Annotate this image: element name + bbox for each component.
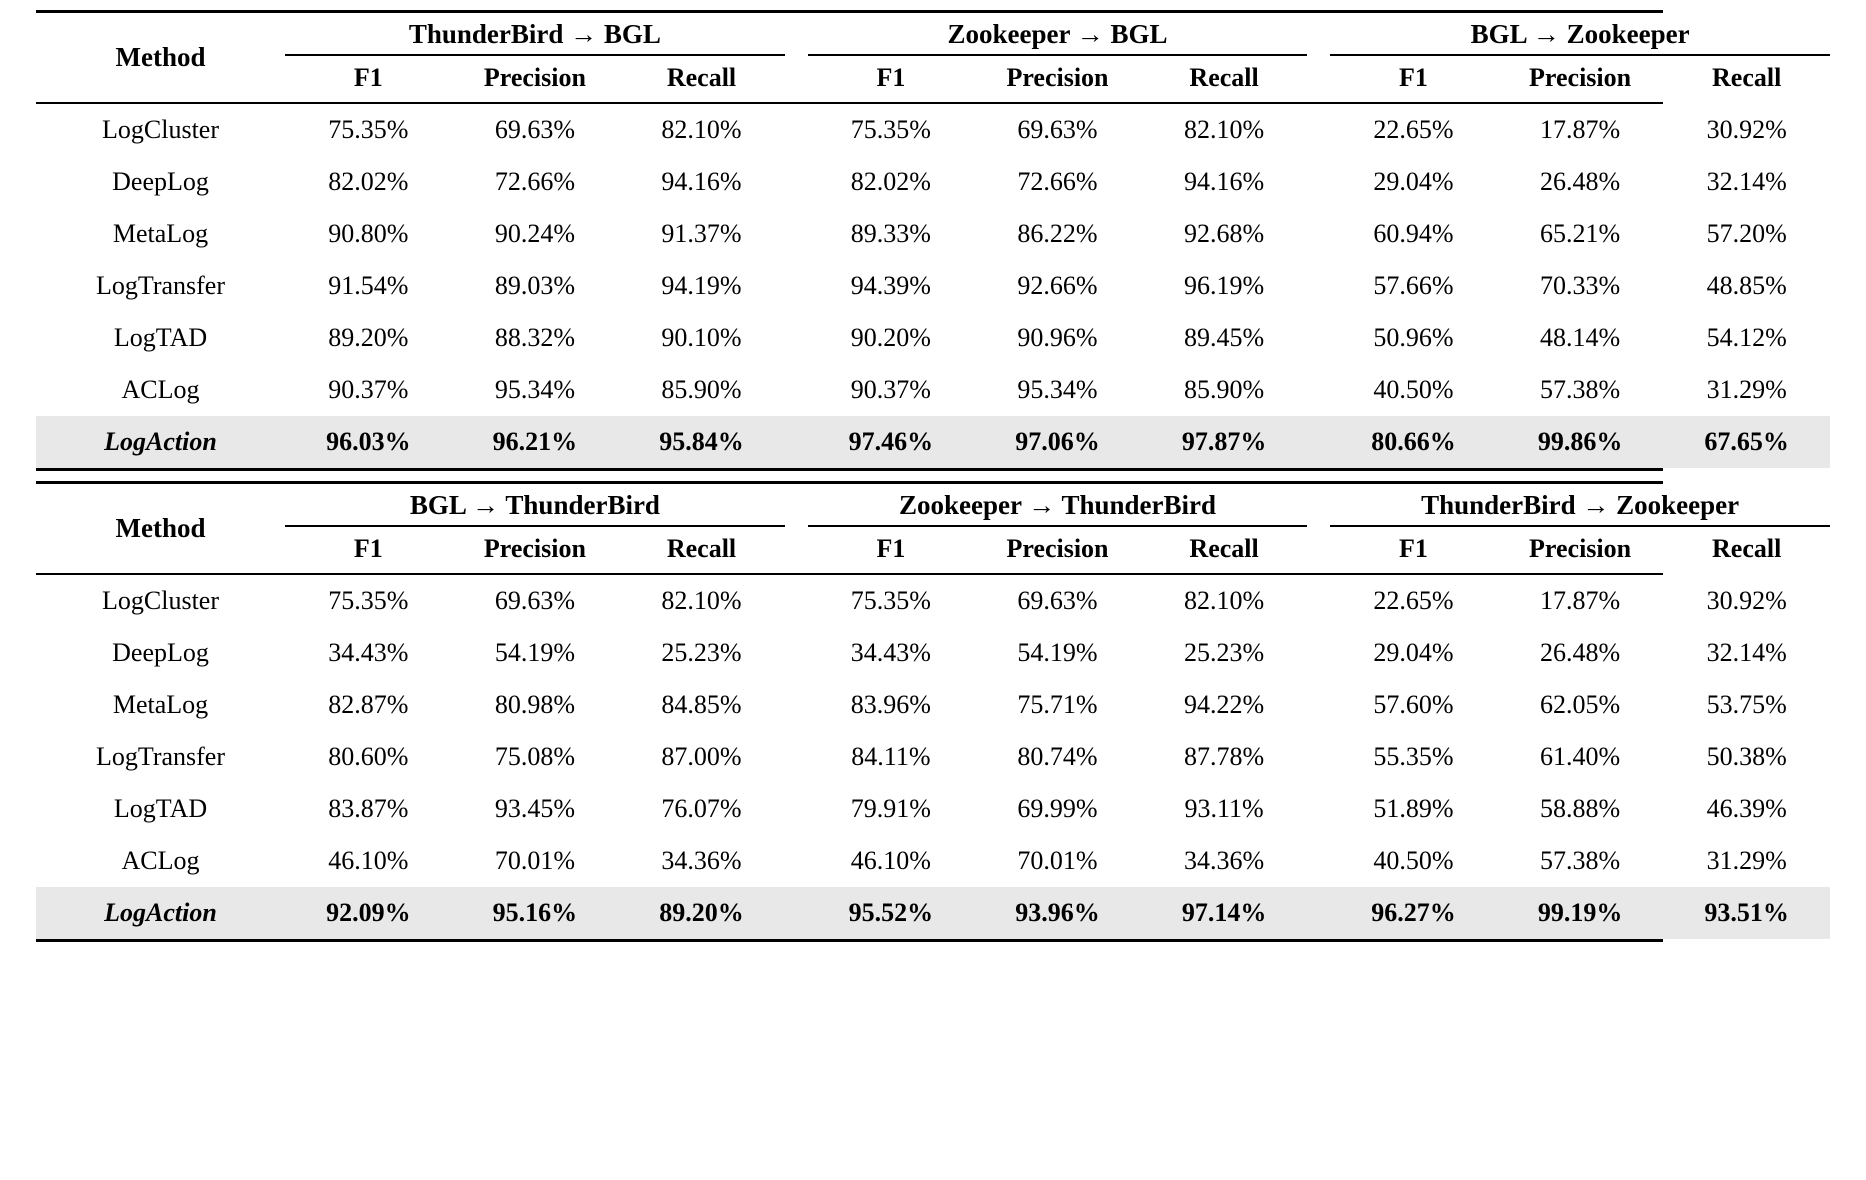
cell-value: 60.94%: [1373, 219, 1454, 248]
subheader-precision: Precision: [1006, 534, 1109, 563]
cell-value: 97.46%: [848, 427, 934, 456]
cell-value: 93.51%: [1704, 898, 1789, 927]
subheader-f1: F1: [876, 534, 906, 563]
cell-value: 91.37%: [661, 219, 742, 248]
cell-value: 95.34%: [494, 375, 575, 404]
subheader-f1: F1: [1399, 63, 1428, 92]
row-method-label: MetaLog: [112, 690, 209, 719]
column-gap: [785, 484, 808, 525]
group-header-row: [36, 13, 1830, 54]
cell-value: 26.48%: [1539, 167, 1621, 196]
subheader-precision: Precision: [1529, 63, 1632, 92]
row-method-label: LogTAD: [113, 323, 208, 352]
cell-value: 99.86%: [1537, 427, 1623, 456]
subheader-f1: F1: [1399, 534, 1428, 563]
group-header-row: [36, 484, 1830, 525]
cell-value: 30.92%: [1706, 115, 1787, 144]
method-column-header: Method: [115, 513, 206, 543]
cell-value: 90.96%: [1017, 323, 1098, 352]
cell-value: 34.43%: [850, 638, 931, 667]
cell-value: 97.87%: [1181, 427, 1267, 456]
cell-value: 46.39%: [1706, 794, 1787, 823]
table-row: [36, 260, 1830, 312]
cell-value: 82.10%: [1183, 586, 1265, 615]
cell-value: 89.20%: [659, 898, 744, 927]
cell-value: 29.04%: [1373, 167, 1454, 196]
cell-value: 92.66%: [1017, 271, 1098, 300]
cell-value: 75.08%: [494, 742, 575, 771]
cell-value: 34.36%: [1183, 846, 1265, 875]
table-row: [36, 208, 1830, 260]
cell-value: 79.91%: [850, 794, 931, 823]
cell-value: 80.74%: [1017, 742, 1098, 771]
cell-value: 69.63%: [1017, 586, 1098, 615]
cell-value: 95.52%: [848, 898, 934, 927]
cell-value: 61.40%: [1539, 742, 1621, 771]
cell-value: 89.20%: [328, 323, 409, 352]
cell-value: 86.22%: [1017, 219, 1098, 248]
cell-value: 57.38%: [1539, 846, 1621, 875]
cell-value: 82.02%: [328, 167, 409, 196]
cell-value: 85.90%: [661, 375, 742, 404]
subheader-recall: Recall: [1189, 63, 1259, 92]
group-header-1: BGL → ThunderBird: [409, 490, 660, 520]
cell-value: 70.01%: [1017, 846, 1098, 875]
cell-value: 82.87%: [328, 690, 409, 719]
cell-value: 30.92%: [1706, 586, 1787, 615]
column-gap: [1307, 13, 1330, 54]
row-method-label: ACLog: [121, 846, 200, 875]
cell-value: 94.22%: [1183, 690, 1265, 719]
cell-value: 67.65%: [1704, 427, 1789, 456]
cell-value: 96.21%: [492, 427, 578, 456]
cell-value: 34.43%: [328, 638, 409, 667]
cell-value: 32.14%: [1706, 167, 1787, 196]
cell-value: 75.35%: [328, 586, 409, 615]
cell-value: 50.38%: [1706, 742, 1787, 771]
cell-value: 75.35%: [850, 115, 931, 144]
row-method-label: DeepLog: [112, 638, 209, 667]
cell-value: 91.54%: [328, 271, 409, 300]
cell-value: 75.35%: [328, 115, 409, 144]
cell-value: 58.88%: [1539, 794, 1621, 823]
cell-value: 72.66%: [494, 167, 575, 196]
cell-value: 50.96%: [1373, 323, 1454, 352]
table-row: [36, 156, 1830, 208]
cell-value: 69.63%: [1017, 115, 1098, 144]
sub-header-row: [36, 527, 1830, 573]
table-row: [36, 783, 1830, 835]
cell-value: 95.16%: [492, 898, 578, 927]
cell-value: 80.66%: [1371, 427, 1456, 456]
cell-value: 93.96%: [1015, 898, 1100, 927]
cell-value: 17.87%: [1539, 115, 1621, 144]
cell-value: 96.27%: [1371, 898, 1456, 927]
subheader-f1: F1: [353, 534, 383, 563]
subheader-precision: Precision: [1529, 534, 1632, 563]
cell-value: 46.10%: [850, 846, 931, 875]
cell-value: 93.45%: [494, 794, 575, 823]
cell-value: 48.14%: [1539, 323, 1621, 352]
group-header-2: Zookeeper → ThunderBird: [898, 490, 1217, 520]
cell-value: 92.09%: [326, 898, 411, 927]
table-row: [36, 627, 1830, 679]
row-method-label: LogTAD: [113, 794, 208, 823]
subheader-recall: Recall: [666, 63, 737, 92]
column-gap: [1307, 484, 1330, 525]
cell-value: 65.21%: [1539, 219, 1621, 248]
row-method-label: MetaLog: [112, 219, 209, 248]
cell-value: 89.03%: [494, 271, 575, 300]
cell-value: 94.39%: [850, 271, 931, 300]
subheader-recall: Recall: [666, 534, 737, 563]
subheader-recall: Recall: [1189, 534, 1259, 563]
results-table-panel-1: [36, 10, 1830, 471]
cell-value: 57.20%: [1706, 219, 1787, 248]
cell-value: 25.23%: [661, 638, 742, 667]
table-row: [36, 312, 1830, 364]
table-row: [36, 679, 1830, 731]
cell-value: 55.35%: [1373, 742, 1454, 771]
cell-value: 54.12%: [1706, 323, 1787, 352]
cell-value: 90.20%: [850, 323, 931, 352]
cell-value: 57.60%: [1373, 690, 1454, 719]
row-method-label: LogTransfer: [95, 742, 226, 771]
row-method-label: LogTransfer: [95, 271, 226, 300]
cell-value: 53.75%: [1706, 690, 1787, 719]
column-gap: [785, 13, 808, 54]
cell-value: 72.66%: [1017, 167, 1098, 196]
table-row: [36, 731, 1830, 783]
cell-value: 82.02%: [850, 167, 931, 196]
row-method-label: LogCluster: [102, 115, 219, 144]
table-row: [36, 364, 1830, 416]
cell-value: 90.80%: [328, 219, 409, 248]
cell-value: 93.11%: [1184, 794, 1264, 823]
cell-value: 97.14%: [1181, 898, 1267, 927]
row-method-label: LogCluster: [102, 586, 219, 615]
cell-value: 48.85%: [1706, 271, 1787, 300]
cell-value: 40.50%: [1373, 846, 1454, 875]
cell-value: 75.35%: [850, 586, 931, 615]
cell-value: 69.63%: [494, 115, 575, 144]
subheader-precision: Precision: [483, 534, 586, 563]
group-header-3: ThunderBird → Zookeeper: [1421, 490, 1740, 520]
cell-value: 25.23%: [1183, 638, 1265, 667]
cell-value: 82.10%: [661, 115, 742, 144]
cell-value: 22.65%: [1373, 115, 1454, 144]
subheader-precision: Precision: [483, 63, 586, 92]
cell-value: 94.16%: [1183, 167, 1265, 196]
cell-value: 75.71%: [1017, 690, 1098, 719]
row-method-label: ACLog: [121, 375, 200, 404]
cell-value: 90.37%: [328, 375, 409, 404]
cell-value: 82.10%: [661, 586, 742, 615]
cell-value: 94.16%: [661, 167, 742, 196]
cell-value: 34.36%: [661, 846, 742, 875]
bottom-rule: [36, 939, 1830, 942]
row-method-label: LogAction: [104, 898, 217, 927]
table-row: [36, 104, 1830, 156]
cell-value: 31.29%: [1706, 846, 1787, 875]
cell-value: 83.87%: [328, 794, 409, 823]
subheader-recall: Recall: [1712, 63, 1782, 92]
group-header-1: ThunderBird → BGL: [408, 19, 661, 49]
cell-value: 99.19%: [1537, 898, 1623, 927]
cell-value: 89.33%: [850, 219, 931, 248]
cell-value: 84.11%: [851, 742, 931, 771]
cell-value: 90.10%: [661, 323, 742, 352]
cell-value: 89.45%: [1183, 323, 1265, 352]
cell-value: 26.48%: [1539, 638, 1621, 667]
cell-value: 54.19%: [1017, 638, 1098, 667]
cell-value: 87.78%: [1183, 742, 1265, 771]
results-table-panel-2: [36, 481, 1830, 942]
cell-value: 29.04%: [1373, 638, 1454, 667]
subheader-recall: Recall: [1712, 534, 1782, 563]
cell-value: 62.05%: [1539, 690, 1621, 719]
cell-value: 69.63%: [494, 586, 575, 615]
cell-value: 80.98%: [494, 690, 575, 719]
cell-value: 51.89%: [1373, 794, 1454, 823]
cell-value: 87.00%: [661, 742, 742, 771]
cell-value: 83.96%: [850, 690, 931, 719]
cell-value: 82.10%: [1183, 115, 1265, 144]
bottom-rule: [36, 468, 1830, 471]
subheader-f1: F1: [353, 63, 383, 92]
cell-value: 80.60%: [328, 742, 409, 771]
cell-value: 90.24%: [494, 219, 575, 248]
cell-value: 84.85%: [661, 690, 742, 719]
cell-value: 69.99%: [1017, 794, 1098, 823]
cell-value: 97.06%: [1015, 427, 1100, 456]
cell-value: 70.33%: [1539, 271, 1621, 300]
group-header-3: BGL → Zookeeper: [1470, 19, 1690, 49]
method-column-header: Method: [115, 42, 206, 72]
subheader-f1: F1: [876, 63, 906, 92]
cell-value: 95.34%: [1017, 375, 1098, 404]
table-row: [36, 575, 1830, 627]
cell-value: 46.10%: [328, 846, 409, 875]
row-method-label: LogAction: [104, 427, 217, 456]
cell-value: 90.37%: [850, 375, 931, 404]
cell-value: 76.07%: [661, 794, 742, 823]
cell-value: 94.19%: [661, 271, 742, 300]
cell-value: 96.03%: [326, 427, 411, 456]
cell-value: 70.01%: [494, 846, 575, 875]
cell-value: 85.90%: [1183, 375, 1265, 404]
table-row: [36, 835, 1830, 887]
cell-value: 17.87%: [1539, 586, 1621, 615]
cell-value: 31.29%: [1706, 375, 1787, 404]
cell-value: 57.66%: [1373, 271, 1454, 300]
cell-value: 92.68%: [1183, 219, 1265, 248]
subheader-precision: Precision: [1006, 63, 1109, 92]
cell-value: 96.19%: [1183, 271, 1265, 300]
table-row-highlighted: [36, 887, 1830, 939]
cell-value: 40.50%: [1373, 375, 1454, 404]
sub-header-row: [36, 56, 1830, 102]
group-header-2: Zookeeper → BGL: [947, 19, 1168, 49]
cell-value: 95.84%: [659, 427, 744, 456]
cell-value: 54.19%: [494, 638, 575, 667]
table-row-highlighted: [36, 416, 1830, 468]
cell-value: 57.38%: [1539, 375, 1621, 404]
cell-value: 22.65%: [1373, 586, 1454, 615]
cell-value: 32.14%: [1706, 638, 1787, 667]
row-method-label: DeepLog: [112, 167, 209, 196]
cell-value: 88.32%: [494, 323, 575, 352]
